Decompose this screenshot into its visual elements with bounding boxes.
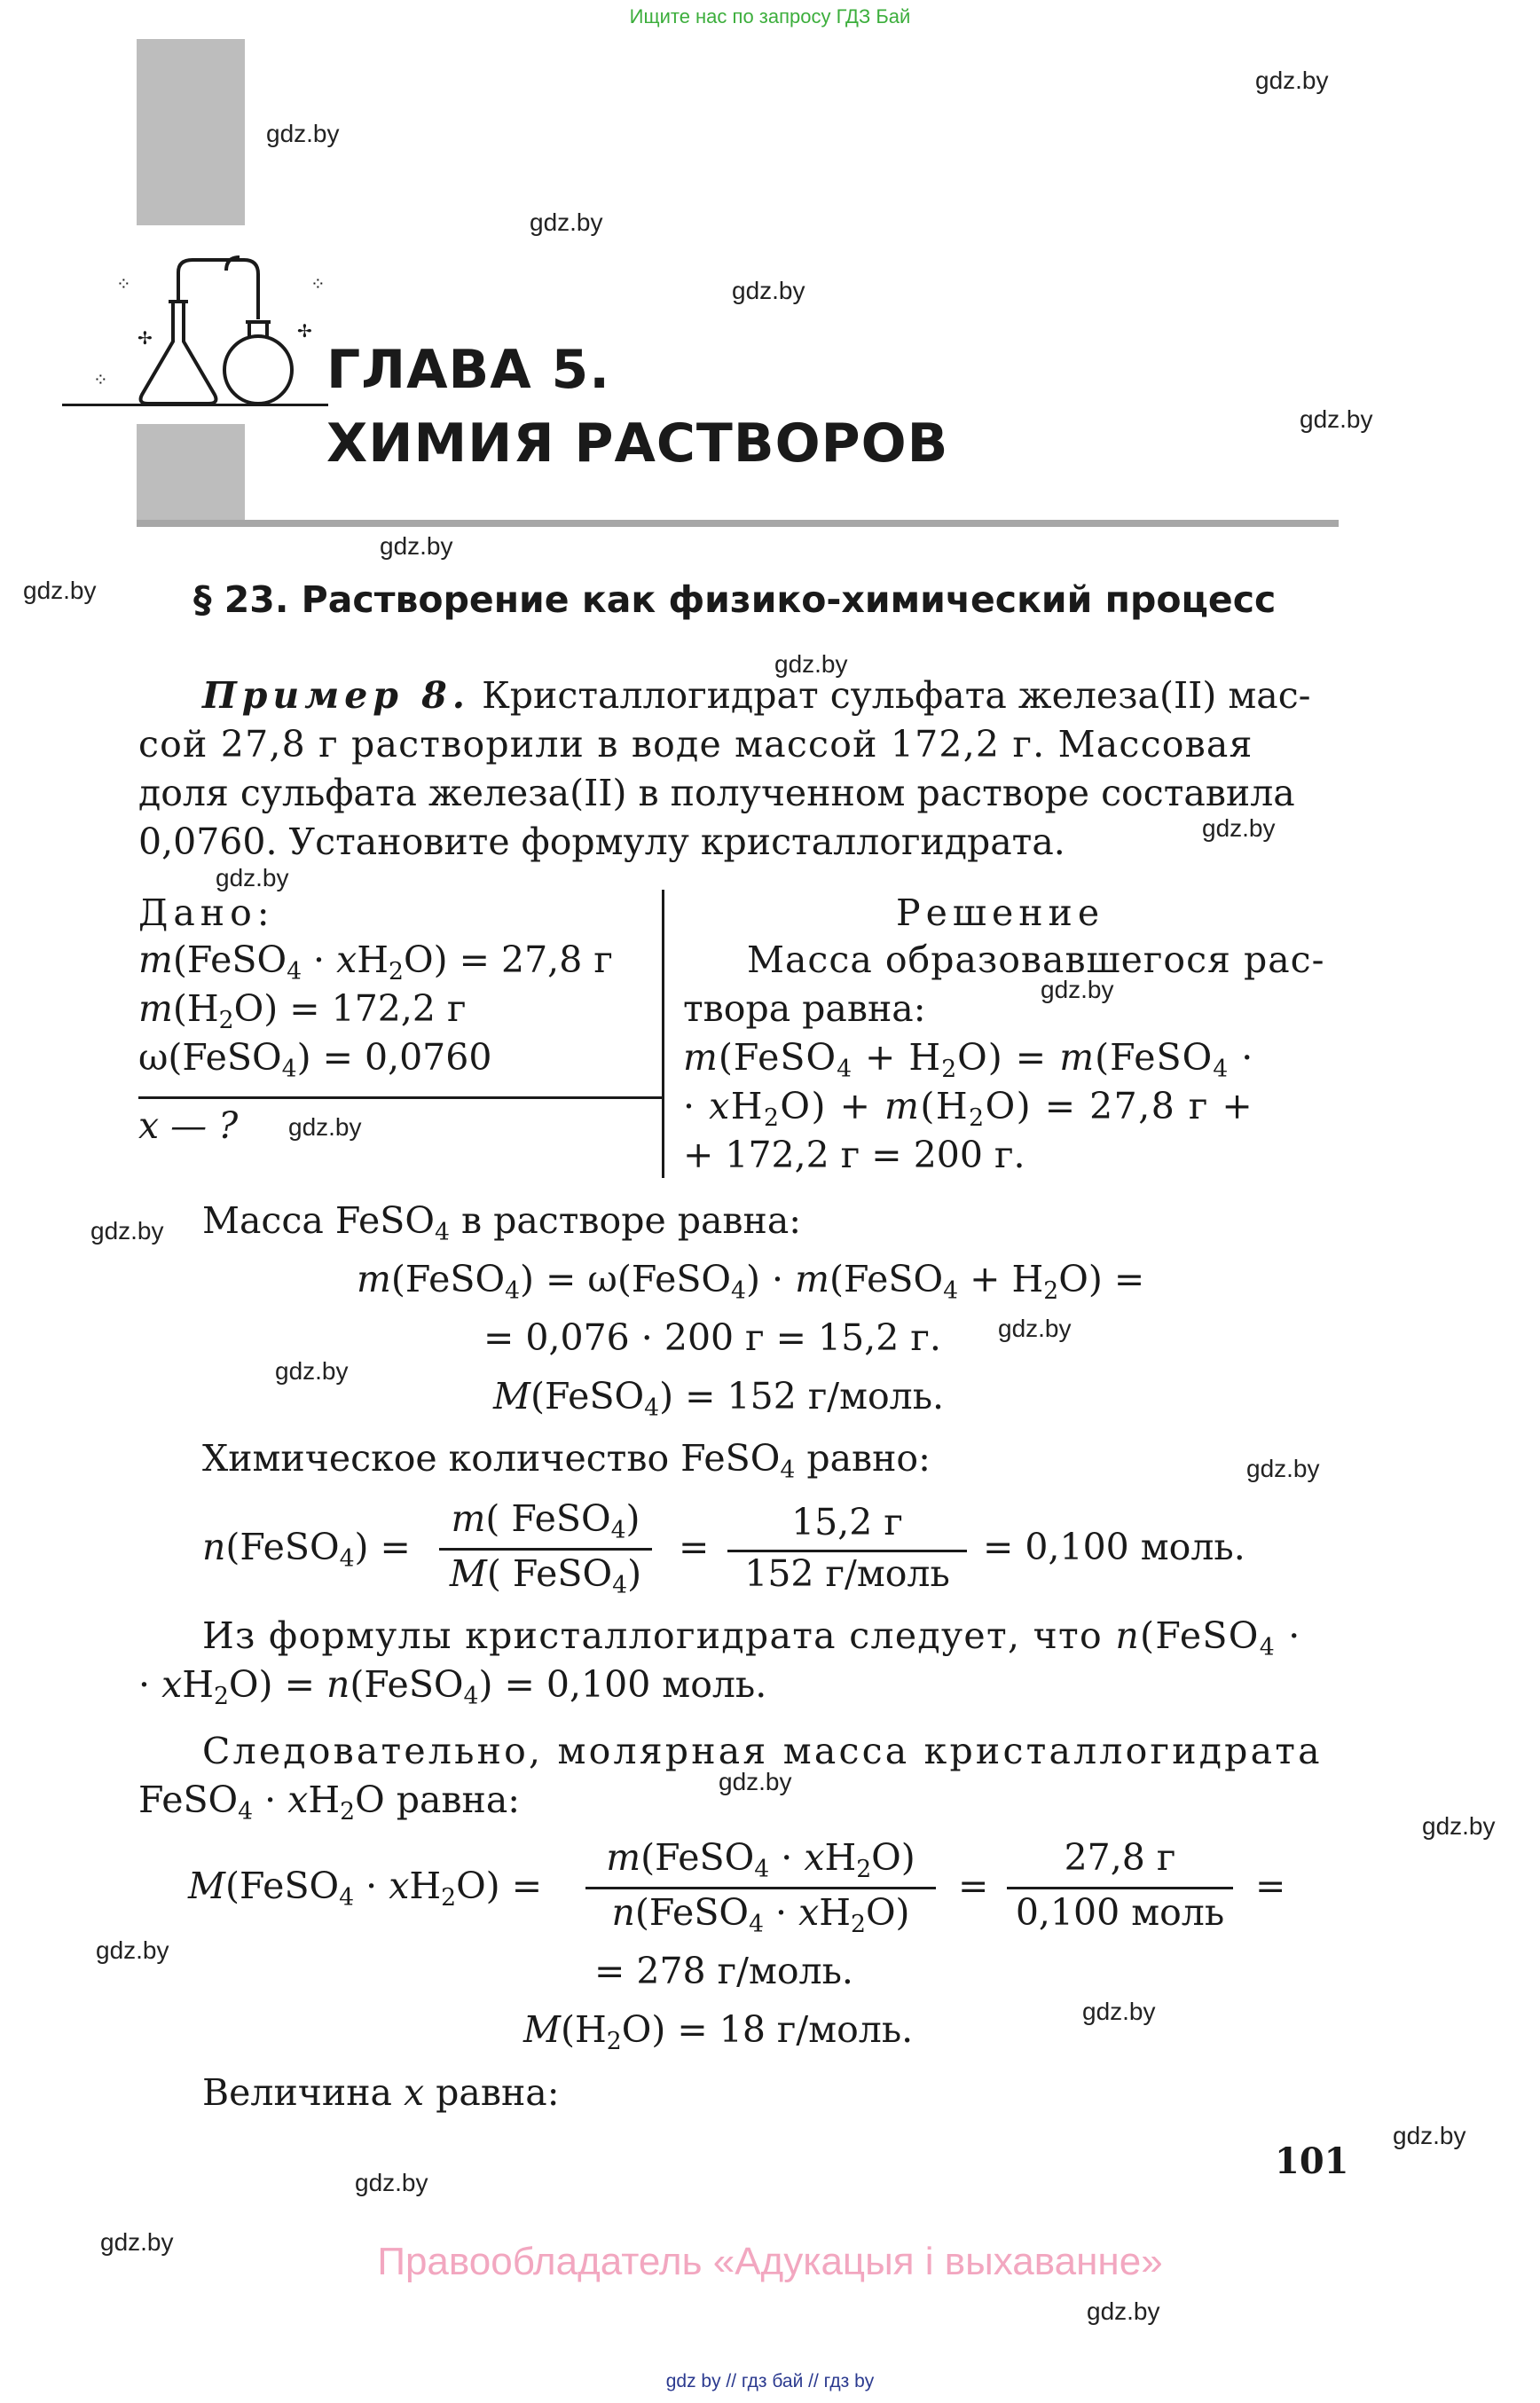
watermark: gdz.by (216, 864, 289, 891)
example-text-1: Кристаллогидрат сульфата железа(II) мас- (482, 674, 1311, 717)
chapter-number: ГЛАВА 5. (326, 339, 611, 401)
watermark: gdz.by (355, 2169, 428, 2196)
solution-line-1: Масса образовавшегося рас- (747, 938, 1325, 981)
molar-line-2: FeSO$_4$ · $xH_2O$ равна: (138, 1779, 521, 1826)
svg-text:✢: ✢ (138, 327, 153, 349)
watermark: gdz.by (1246, 1455, 1320, 1482)
watermark: gdz.by (90, 1217, 164, 1245)
molar-mass-water: $M(H_2O) = 18$ г/моль. (523, 2008, 914, 2055)
molar-trailing-eq: = (1255, 1865, 1286, 1907)
mass-intro: Масса FeSO$_4$ в растворе равна: (202, 1199, 802, 1246)
watermark: gdz.by (1422, 1812, 1496, 1840)
given-header: Дано: (138, 891, 275, 934)
solution-line-3: m(FeSO$_4$ + $H_2O$) = m(FeSO$_4$ · (683, 1036, 1254, 1083)
solution-line-5: + 172,2 г = 200 г. (683, 1134, 1025, 1176)
amount-intro: Химическое количество FeSO$_4$ равно: (202, 1437, 931, 1484)
amount-frac1-den: M( FeSO$_4$) (449, 1552, 642, 1599)
amount-eq-sign: = (679, 1526, 710, 1568)
copyright-notice: Правообладатель «Адукацыя і выхаванне» (377, 2240, 1163, 2283)
example-label: Пример 8. (202, 674, 471, 717)
flask-icon (84, 253, 333, 408)
molar-frac1-den: n(FeSO$_4$ · $xH_2O$) (611, 1891, 910, 1938)
solution-header: Решение (896, 891, 1105, 934)
mass-eq-1: m(FeSO$_4$) = ω(FeSO$_4$) · m(FeSO$_4$ + $H_2O$) = (357, 1258, 1145, 1305)
chapter-rule-bottom (137, 520, 1339, 527)
watermark: gdz.by (998, 1315, 1072, 1342)
molar-frac2-den: 0,100 моль (1015, 1891, 1225, 1934)
molar-result: = 278 г/моль. (594, 1950, 853, 1992)
given-vertical-rule (662, 890, 664, 1178)
molar-frac2-bar (1007, 1887, 1233, 1889)
amount-frac1-bar (439, 1548, 652, 1551)
watermark: gdz.by (530, 208, 603, 236)
x-intro: Величина x равна: (202, 2071, 560, 2114)
watermark: gdz.by (266, 120, 340, 147)
chapter-gray-block-top (137, 39, 245, 225)
watermark: gdz.by (275, 1357, 349, 1385)
example-line-1 (202, 674, 1311, 717)
molar-frac1-bar (585, 1887, 936, 1889)
molar-line-1: Следовательно, молярная масса кристаллогидрата (202, 1730, 1323, 1772)
svg-text:✢: ✢ (297, 320, 312, 342)
watermark: gdz.by (380, 532, 453, 560)
given-find: x — ? (138, 1104, 239, 1147)
bottom-links[interactable]: gdz by // гдз бай // гдз by (665, 2371, 875, 2391)
watermark: gdz.by (96, 1936, 169, 1964)
watermark: gdz.by (23, 577, 97, 604)
molar-lhs: M(FeSO$_4$ · $xH_2O$) = (188, 1865, 543, 1912)
formula-line-1: Из формулы кристаллогидрата следует, что n(FeSO$_4$ · (202, 1614, 1301, 1661)
given-line-2: $m(H_2O) = 172,2$ г (138, 987, 467, 1034)
solution-line-2: твора равна: (683, 987, 926, 1030)
svg-text:⁘: ⁘ (116, 273, 131, 294)
solution-line-4: · $xH_2O) + m(H_2O) = 27,8$ г + (683, 1085, 1254, 1132)
chapter-gray-block-bottom (137, 424, 245, 522)
molar-mass-feso4: M(FeSO$_4$) = 152 г/моль. (493, 1375, 945, 1422)
molar-frac2-num: 27,8 г (1064, 1836, 1176, 1879)
watermark: gdz.by (288, 1113, 362, 1141)
given-line-1: m(FeSO$_4$ · $xH_2O) = 27,8$ г (138, 938, 613, 986)
watermark: gdz.by (719, 1768, 792, 1795)
example-line-3: доля сульфата железа(II) в полученном растворе составила (138, 772, 1295, 814)
watermark: gdz.by (1087, 2297, 1160, 2325)
svg-text:⁘: ⁘ (310, 273, 326, 294)
chapter-title: ХИМИЯ РАСТВОРОВ (326, 412, 949, 475)
molar-frac1-num: m(FeSO$_4$ · $xH_2O$) (606, 1836, 915, 1883)
watermark: gdz.by (1202, 814, 1276, 842)
section-title: § 23. Растворение как физико-химический процесс (193, 578, 1277, 621)
watermark: gdz.by (1082, 1998, 1156, 2025)
watermark: gdz.by (100, 2228, 174, 2256)
amount-frac2-num: 15,2 г (791, 1501, 903, 1543)
example-line-4: 0,0760. Установите формулу кристаллогидрата. (138, 821, 1065, 863)
molar-eq-sign: = (958, 1865, 989, 1907)
watermark: gdz.by (732, 277, 805, 304)
svg-text:⁘: ⁘ (93, 369, 108, 390)
watermark: gdz.by (774, 650, 848, 678)
watermark: gdz.by (1393, 2122, 1466, 2149)
given-divider (138, 1096, 662, 1099)
mass-eq-2: = 0,076 · 200 г = 15,2 г. (483, 1316, 941, 1359)
amount-frac2-den: 152 г/моль (744, 1552, 950, 1595)
page-number: 101 (1275, 2140, 1349, 2182)
given-line-3: ω(FeSO$_4$) = 0,0760 (138, 1036, 492, 1083)
amount-result: = 0,100 моль. (983, 1526, 1245, 1568)
watermark: gdz.by (1255, 67, 1329, 94)
top-banner[interactable]: Ищите нас по запросу ГДЗ Бай (629, 5, 911, 27)
watermark: gdz.by (1041, 976, 1114, 1003)
amount-frac1-num: m( FeSO$_4$) (451, 1497, 640, 1544)
example-line-2: сой 27,8 г растворили в воде массой 172,2 г. Массовая (138, 723, 1253, 766)
watermark: gdz.by (1300, 405, 1373, 433)
amount-lhs: n(FeSO$_4$) = (202, 1526, 411, 1573)
formula-line-2: · $xH_2O$) = n(FeSO$_4$) = 0,100 моль. (138, 1663, 767, 1710)
